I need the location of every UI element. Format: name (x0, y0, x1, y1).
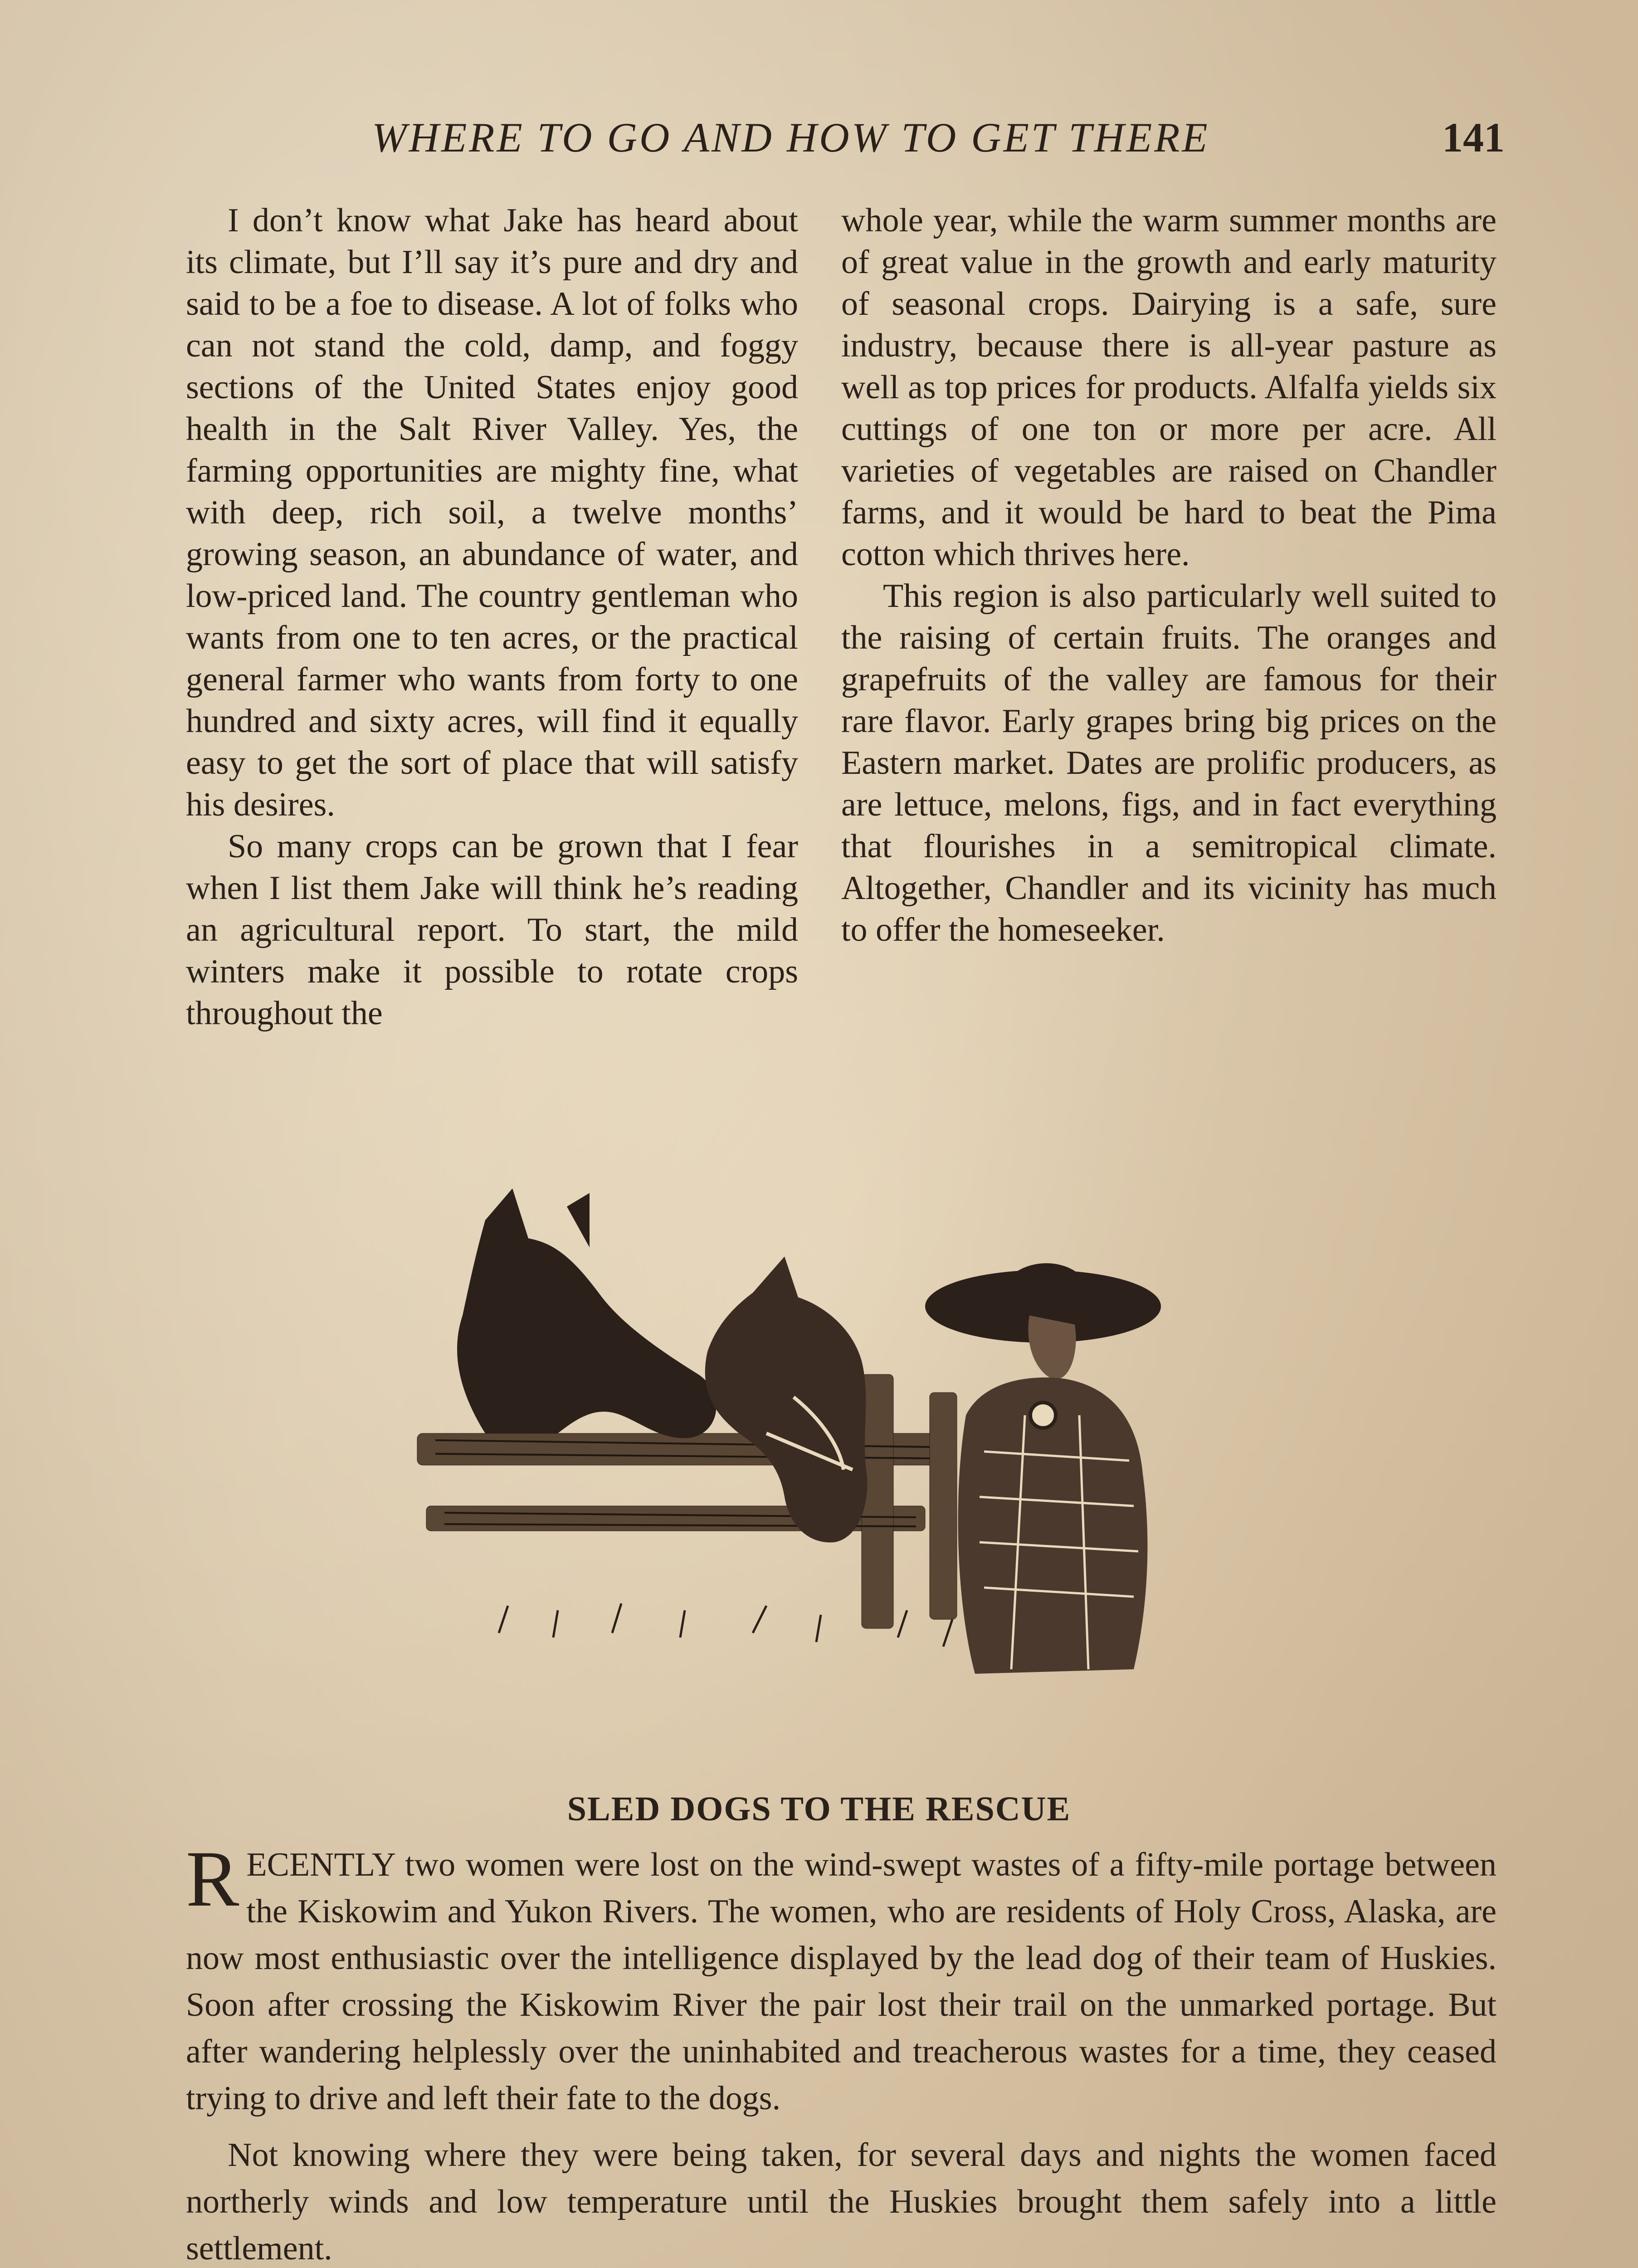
page-number: 141 (1442, 114, 1505, 161)
article-paragraph-1-text: ECENTLY two women were lost on the wind-swept wastes of a fifty-mile portage between the Kiskowim and Yukon Rivers. The women, who are residents of Holy Cross, Alaska, are now most enthusiastic over the intelligence displayed by the lead dog of their team of Huskies. Soon after crossing the Kiskowim River the pair lost their trail on the unmarked portage. But after wandering helplessly over the uninhabited and treacherous wastes for a time, they ceased trying to drive and left their fate to the dogs. (186, 1846, 1497, 2117)
left-paragraph-1: I don’t know what Jake has heard about its climate, but I’ll say it’s pure and dry and said to be a foe to disease. A lot of folks who can not stand the cold, damp, and foggy sections of the United States enjoy good health in the Salt River Valley. Yes, the farming opportunities are mighty fine, what with deep, rich soil, a twelve months’ growing season, an abundance of water, and low-priced land. The country gentleman who wants from one to ten acres, or the practical general farmer who wants from forty to one hundred and sixty acres, will find it equally easy to get the sort of place that will satisfy his desires. (186, 202, 798, 823)
right-continuation-paragraph: whole year, while the warm summer months are of great value in the growth and early maturity of seasonal crops. Dairying is a safe, sure industry, because there is all-year pasture as well as top prices for products. Alfalfa yields six cuttings of one ton or more per acre. All varieties of vegetables are raised on Chandler farms, and it would be hard to beat the Pima cotton which thrives here. (841, 202, 1497, 573)
article-paragraph-1 (186, 1835, 1497, 2122)
cowgirl-figure (925, 1263, 1161, 1674)
horse-right (705, 1256, 868, 1542)
horse-left (457, 1188, 716, 1438)
article-title: SLED DOGS TO THE RESCUE (567, 1790, 1071, 1828)
horses-illustration (408, 1179, 1224, 1737)
article-body (186, 1835, 1497, 2268)
page-header (0, 113, 1638, 186)
article-paragraph-2: Not knowing where they were being taken, for several days and nights the women faced northerly winds and low temperature until the Huskies brought them safely into a little settlement. (186, 2136, 1497, 2267)
drop-cap: R (186, 1835, 239, 1923)
right-paragraph: This region is also particularly well suited to the raising of certain fruits. The oranges and grapefruits of the valley are famous for their rare flavor. Early grapes bring big prices on the Eastern market. Dates are prolific producers, as are lettuce, melons, figs, and in fact everything that flourishes in a semitropical climate. Altogether, Chandler and its vicinity has much to offer the homeseeker. (841, 577, 1497, 948)
right-column (841, 200, 1497, 951)
left-column (186, 200, 798, 1034)
running-head: WHERE TO GO AND HOW TO GET THERE (372, 114, 1210, 161)
left-paragraph-2: So many crops can be grown that I fear when I list them Jake will think he’s reading an agricultural report. To start, the mild winters make it possible to rotate crops throughout the (186, 828, 798, 1032)
